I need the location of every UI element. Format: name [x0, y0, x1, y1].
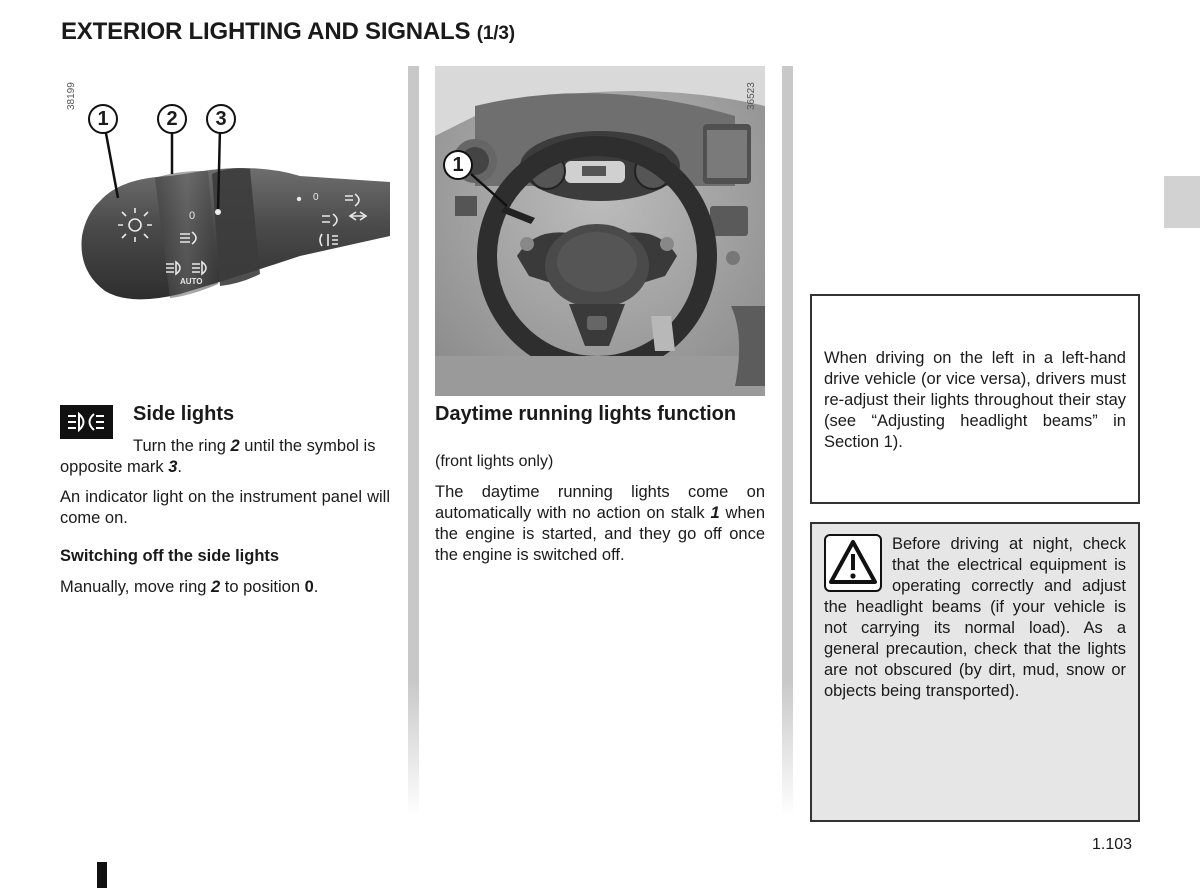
- p3-c: to position: [220, 578, 305, 596]
- dashboard-callout-1: 1: [443, 150, 473, 180]
- p3-b: 2: [211, 578, 221, 596]
- p1-b: 2: [230, 437, 240, 455]
- side-lights-heading: Side lights: [133, 403, 235, 425]
- drl-p1-b: 1: [710, 504, 720, 522]
- warning-text: Before driving at night, check that the electrical equipment is operating correctly and adjust the headlight beams (if your vehicle is not carrying its normal load). As a general precaution, check that the lights are not obscured (by dirt, mud, snow or objects being transported).: [824, 535, 1126, 700]
- callout-1: 1: [88, 104, 118, 134]
- p3-d: 0: [304, 578, 314, 596]
- title-text: EXTERIOR LIGHTING AND SIGNALS: [61, 18, 471, 45]
- svg-text:AUTO: AUTO: [180, 277, 203, 286]
- warning-box-text: [824, 534, 1126, 702]
- side-lights-symbol: [60, 405, 113, 439]
- dashboard-figure: [435, 66, 765, 396]
- dashboard-figure-code: 36523: [746, 82, 757, 110]
- p3-e: .: [313, 578, 319, 596]
- lighting-stalk-illustration: [60, 66, 390, 306]
- info-box: [810, 294, 1140, 504]
- drl-p1-a: The daytime running lights come on automatically with no action on stalk: [435, 483, 765, 522]
- page-number: 1.103: [1092, 836, 1133, 853]
- section-tab: [1164, 176, 1200, 228]
- p3-a: Manually, move ring: [60, 578, 212, 596]
- svg-text:0: 0: [313, 192, 319, 203]
- side-lights-icon: [60, 405, 113, 439]
- p1-d: 3: [168, 458, 178, 476]
- figure-code: 38199: [66, 82, 77, 110]
- warning-box: [810, 522, 1140, 822]
- drl-paragraph: [435, 482, 765, 566]
- page-title: [61, 18, 515, 46]
- info-box-text: When driving on the left in a left-hand drive vehicle (or vice versa), drivers must re-adjust their lights throughout their stay (see “Adjusting headlight beams” in Section 1).: [824, 349, 1126, 451]
- lighting-stalk-figure: [60, 66, 390, 306]
- ring-mark-zero: 0: [189, 210, 196, 222]
- column-divider-left: [408, 66, 419, 816]
- side-lights-paragraph-2: An indicator light on the instrument panel will come on.: [60, 488, 390, 527]
- p1-e: .: [177, 458, 182, 476]
- dashboard-illustration: [435, 66, 765, 396]
- side-lights-paragraph-1: [60, 436, 390, 478]
- p1-c: until the symbol is opposite mark: [60, 437, 376, 476]
- switch-off-heading: Switching off the side lights: [60, 547, 280, 565]
- page-edge-marker: [97, 862, 107, 888]
- callout-3: 3: [206, 104, 236, 134]
- drl-heading: Daytime running lights function: [435, 403, 737, 425]
- p1-a: Turn the ring: [133, 437, 231, 455]
- drl-p1-c: when the engine is started, and they go off once the engine is switched off.: [435, 504, 765, 564]
- drl-subtitle: (front lights only): [435, 453, 554, 470]
- column-divider-right: [782, 66, 793, 816]
- side-lights-paragraph-3: [60, 577, 390, 598]
- callout-2: 2: [157, 104, 187, 134]
- title-part: (1/3): [476, 23, 515, 44]
